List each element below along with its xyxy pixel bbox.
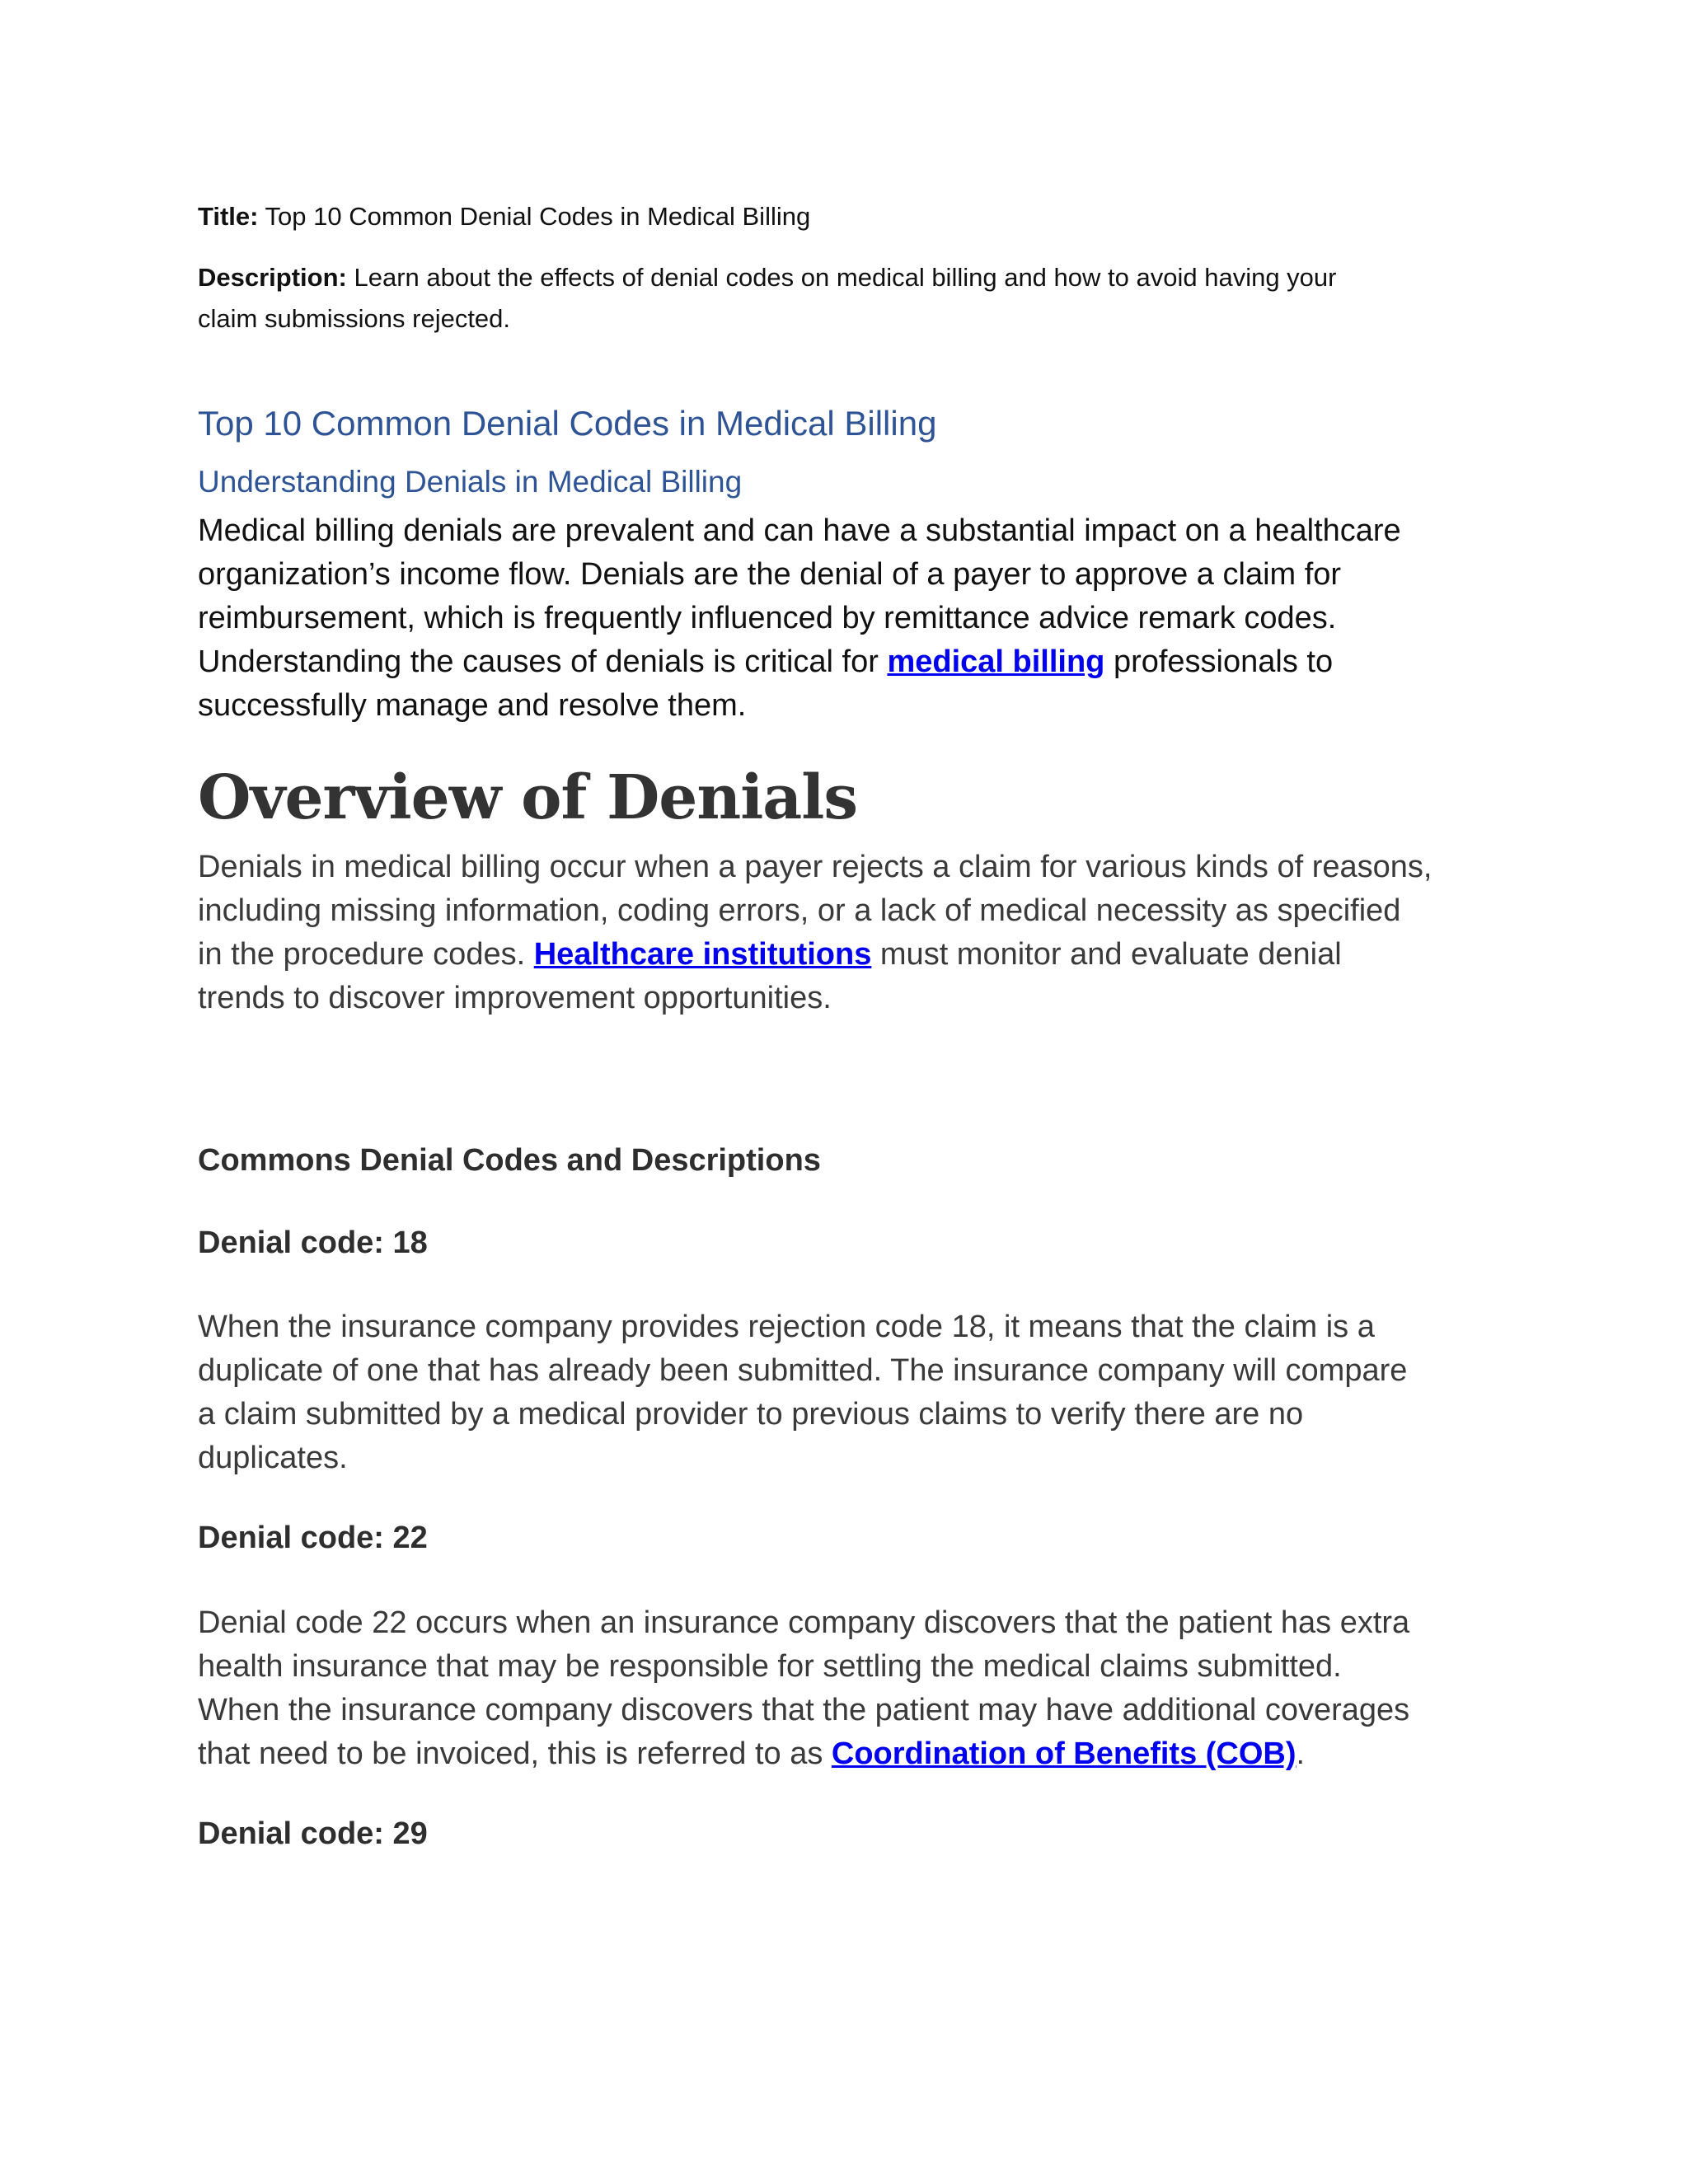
healthcare-institutions-link[interactable]: Healthcare institutions	[533, 937, 872, 972]
intro-paragraph	[198, 509, 1500, 728]
meta-description-line1: Learn about the effects of denial codes on medical billing and how to avoid having your	[346, 263, 1337, 292]
medical-billing-link[interactable]: medical billing	[887, 644, 1105, 679]
code18-line: duplicates.	[198, 1441, 348, 1475]
code22-line: health insurance that may be responsible for settling the medical claims submitted.	[198, 1649, 1342, 1684]
denial-code-18-paragraph	[198, 1305, 1500, 1480]
code22-line: .	[1296, 1736, 1306, 1771]
overview-line: Denials in medical billing occur when a payer rejects a claim for various kinds of reasons,	[198, 850, 1432, 884]
overview-line: including missing information, coding errors, or a lack of medical necessity as specified	[198, 893, 1401, 928]
code22-line: that need to be invoiced, this is referred to as	[198, 1736, 832, 1771]
meta-description-line2: claim submissions rejected.	[198, 304, 511, 333]
intro-line: successfully manage and resolve them.	[198, 688, 747, 723]
code22-line: Denial code 22 occurs when an insurance company discovers that the patient has extra	[198, 1605, 1410, 1640]
intro-line: organization’s income flow. Denials are the denial of a payer to approve a claim for	[198, 557, 1342, 592]
codes-section-heading: Commons Denial Codes and Descriptions	[198, 1143, 821, 1178]
heading-sub: Understanding Denials in Medical Billing	[198, 465, 743, 499]
code18-line: duplicate of one that has already been submitted. The insurance company will compare	[198, 1353, 1408, 1388]
overview-line: trends to discover improvement opportunities.	[198, 981, 832, 1015]
denial-code-22-heading: Denial code: 22	[198, 1521, 428, 1555]
intro-line: Understanding the causes of denials is critical for	[198, 644, 888, 679]
code22-line: When the insurance company discovers that the patient may have additional coverages	[198, 1693, 1410, 1727]
denial-code-29-heading: Denial code: 29	[198, 1816, 428, 1851]
meta-description-label: Description:	[198, 263, 347, 292]
cob-link[interactable]: Coordination of Benefits (COB)	[831, 1736, 1296, 1771]
overview-line: must monitor and evaluate denial	[871, 937, 1342, 972]
intro-line: Medical billing denials are prevalent and can have a substantial impact on a healthcare	[198, 513, 1401, 548]
meta-title	[198, 196, 810, 237]
denial-code-22-paragraph	[198, 1601, 1500, 1776]
overview-title: Overview of Denials	[198, 762, 858, 833]
intro-line: reimbursement, which is frequently influenced by remittance advice remark codes.	[198, 601, 1337, 635]
meta-description	[198, 257, 1336, 340]
meta-title-label: Title:	[198, 202, 259, 231]
code18-line: a claim submitted by a medical provider to previous claims to verify there are no	[198, 1397, 1304, 1432]
code18-line: When the insurance company provides rejection code 18, it means that the claim is a	[198, 1310, 1375, 1344]
overview-paragraph	[198, 846, 1500, 1020]
meta-title-value: Top 10 Common Denial Codes in Medical Billing	[258, 202, 811, 231]
overview-line: in the procedure codes.	[198, 937, 534, 972]
heading-main: Top 10 Common Denial Codes in Medical Billing	[198, 404, 937, 443]
denial-code-18-heading: Denial code: 18	[198, 1226, 428, 1260]
intro-line: professionals to	[1104, 644, 1334, 679]
